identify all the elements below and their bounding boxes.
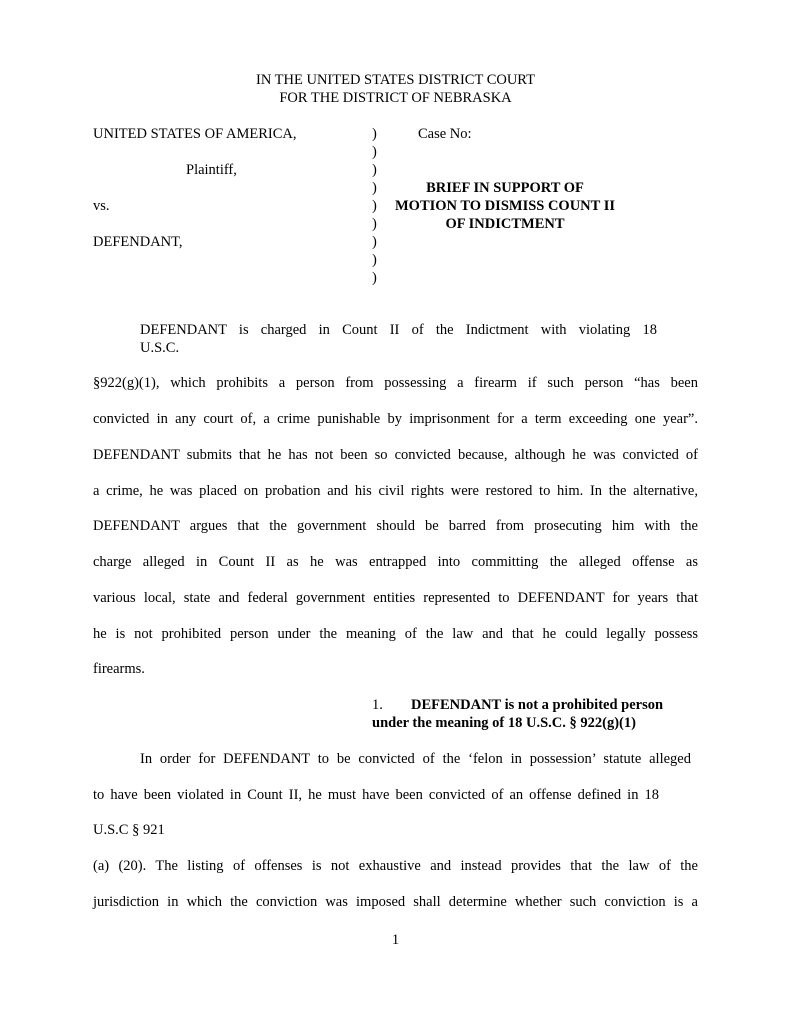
caption-paren: ) [372, 270, 377, 286]
intro-line: various local, state and federal government entities represented to DEFENDANT for years that [93, 590, 698, 606]
section-para-line: to have been violated in Count II, he must have been convicted of an offense defined in 18 [93, 787, 659, 803]
intro-first-line-continuation: U.S.C. [140, 340, 180, 356]
section-number: 1. [372, 697, 383, 713]
intro-first-line: DEFENDANT is charged in Count II of the Indictment with violating 18 [140, 322, 657, 338]
section-para-line: In order for DEFENDANT to be convicted of the ‘felon in possession’ statute alleged [140, 751, 691, 767]
caption-paren: ) [372, 216, 377, 232]
brief-title-line-3: OF INDICTMENT [445, 216, 565, 232]
plaintiff-role: Plaintiff, [186, 162, 237, 178]
plaintiff-name: UNITED STATES OF AMERICA, [93, 126, 297, 142]
caption-paren: ) [372, 198, 377, 214]
section-heading-line-1: DEFENDANT is not a prohibited person [411, 697, 664, 713]
intro-line: charge alleged in Count II as he was entrapped into committing the alleged offense as [93, 554, 698, 570]
section-para-line: jurisdiction in which the conviction was imposed shall determine whether such conviction is a [93, 894, 698, 910]
section-heading-line-2: under the meaning of 18 U.S.C. § 922(g)(1) [372, 715, 636, 731]
brief-title-line-2: MOTION TO DISMISS COUNT II [395, 198, 615, 214]
section-para-line: (a) (20). The listing of offenses is not exhaustive and instead provides that the law of the [93, 858, 698, 874]
caption-paren: ) [372, 126, 377, 142]
intro-line: convicted in any court of, a crime punishable by imprisonment for a term exceeding one year”. [93, 411, 698, 427]
page-number: 1 [391, 932, 400, 948]
intro-line: DEFENDANT argues that the government should be barred from prosecuting him with the [93, 518, 698, 534]
brief-title-line-1: BRIEF IN SUPPORT OF [426, 180, 584, 196]
intro-line: a crime, he was placed on probation and his civil rights were restored to him. In the alternative, [93, 483, 698, 499]
court-name-line-2: FOR THE DISTRICT OF NEBRASKA [279, 90, 512, 106]
caption-paren: ) [372, 144, 377, 160]
caption-paren: ) [372, 162, 377, 178]
caption-paren: ) [372, 180, 377, 196]
caption-paren: ) [372, 234, 377, 250]
intro-line: §922(g)(1), which prohibits a person from possessing a firearm if such person “has been [93, 375, 698, 391]
intro-line: DEFENDANT submits that he has not been so convicted because, although he was convicted of [93, 447, 698, 463]
caption-paren: ) [372, 252, 377, 268]
court-name-line-1: IN THE UNITED STATES DISTRICT COURT [256, 72, 535, 88]
case-number-label: Case No: [418, 126, 472, 142]
defendant-name: DEFENDANT, [93, 234, 183, 250]
section-para-line: U.S.C § 921 [93, 822, 165, 838]
intro-last-line: firearms. [93, 661, 145, 677]
intro-line: he is not prohibited person under the meaning of the law and that he could legally possess [93, 626, 698, 642]
versus-label: vs. [93, 198, 110, 214]
